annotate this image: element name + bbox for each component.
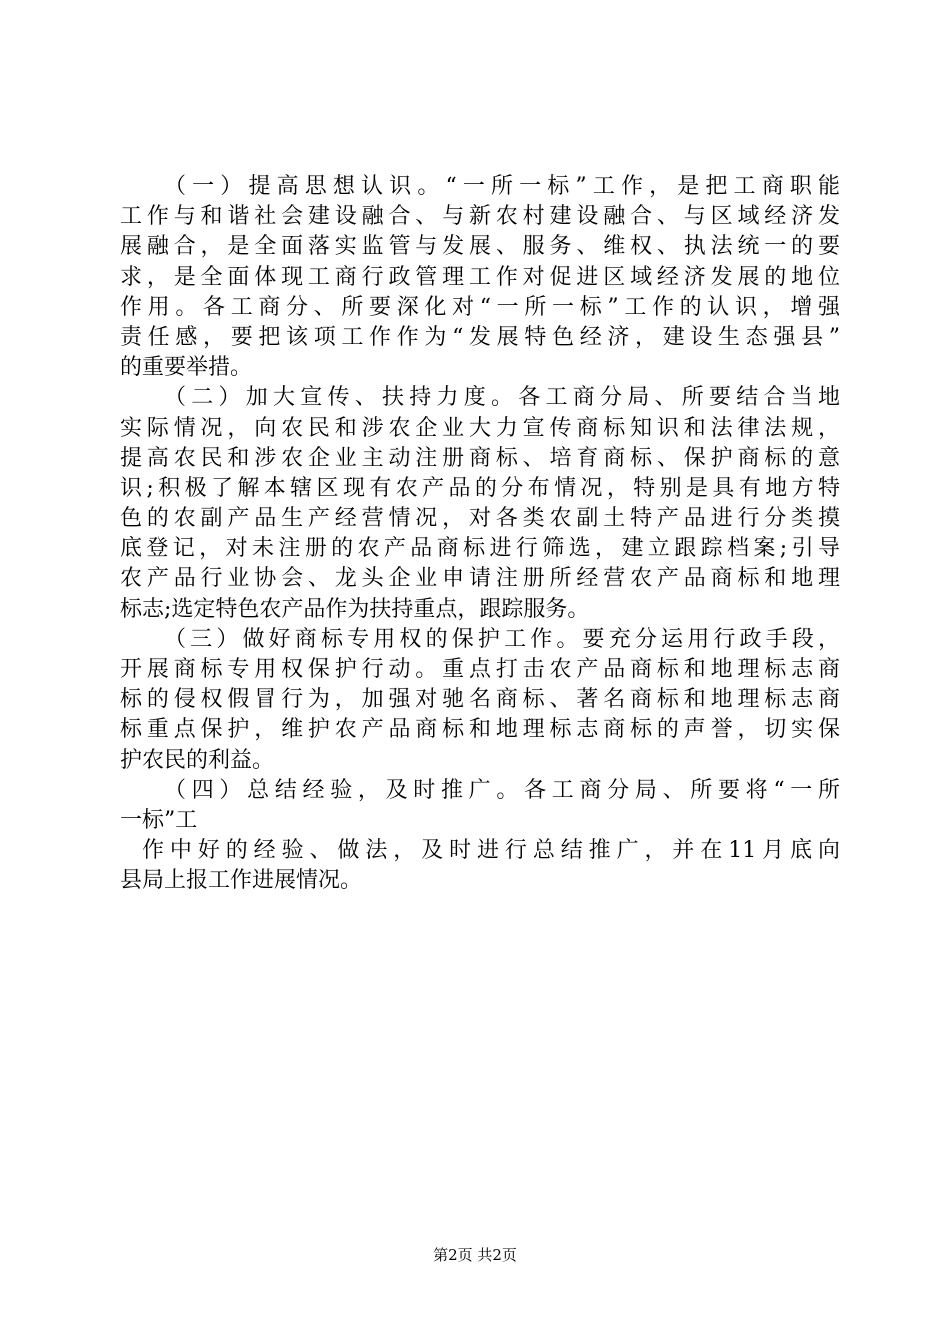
paragraph-line: 开展商标专用权保护行动。重点打击农产品商标和地理标志商 [120, 657, 840, 682]
paragraph-line: （一）提高思想认识。“一所一标”工作，是把工商职能 [164, 174, 840, 199]
document-body [120, 172, 840, 897]
paragraph-line: 实际情况，向农民和涉农企业大力宣传商标知识和法律法规， [120, 415, 840, 441]
paragraph-line: 农产品行业协会、龙头企业申请注册所经营农产品商标和地理 [120, 566, 840, 592]
paragraph-line: 求，是全面体现工商行政管理工作对促进区域经济发展的地位 [120, 264, 840, 290]
paragraph-line: 提高农民和涉农企业主动注册商标、培育商标、保护商标的意 [120, 445, 840, 471]
paragraph-line: 作用。各工商分、所要深化对“一所一标”工作的认识，增强 [120, 294, 840, 320]
paragraph-line: 护农民的利益。 [120, 747, 275, 773]
paragraph-line: 县局上报工作进展情况。 [120, 868, 363, 894]
paragraph-line: 一标”工 [120, 807, 198, 833]
paragraph-line: 色的农副产品生产经营情况，对各类农副土特产品进行分类摸 [120, 506, 840, 532]
paragraph-line: 标重点保护，维护农产品商标和地理标志商标的声誉，切实保 [120, 717, 840, 743]
paragraph-line: 标志;选定特色农产品作为扶持重点，跟踪服务。 [120, 596, 590, 622]
paragraph-line: 责任感，要把该项工作作为“发展特色经济，建设生态强县” [120, 324, 840, 350]
paragraph-2 [120, 383, 840, 625]
paragraph-1 [120, 172, 840, 383]
paragraph-5 [120, 836, 840, 896]
paragraph-line: 的重要举措。 [120, 355, 253, 381]
paragraph-line: 展融合，是全面落实监管与发展、服务、维权、执法统一的要 [120, 234, 840, 260]
paragraph-line: （二）加大宣传、扶持力度。各工商分局、所要结合当地 [164, 385, 840, 411]
paragraph-line: 标的侵权假冒行为，加强对驰名商标、著名商标和地理标志商 [120, 687, 840, 713]
page-number-footer: 第2页 共2页 [433, 1246, 517, 1264]
paragraph-3 [120, 625, 840, 776]
paragraph-4 [120, 776, 840, 836]
paragraph-line: 工作与和谐社会建设融合、与新农村建设融合、与区域经济发 [120, 204, 840, 230]
paragraph-line: 底登记，对未注册的农产品商标进行筛选，建立跟踪档案;引导 [120, 536, 840, 562]
paragraph-line: （三）做好商标专用权的保护工作。要充分运用行政手段， [164, 626, 840, 652]
paragraph-line: 作中好的经验、做法，及时进行总结推广，并在11月底向 [142, 838, 840, 864]
paragraph-line: （四）总结经验，及时推广。各工商分局、所要将“一所 [164, 777, 840, 803]
paragraph-line: 识;积极了解本辖区现有农产品的分布情况，特别是具有地方特 [120, 475, 840, 501]
